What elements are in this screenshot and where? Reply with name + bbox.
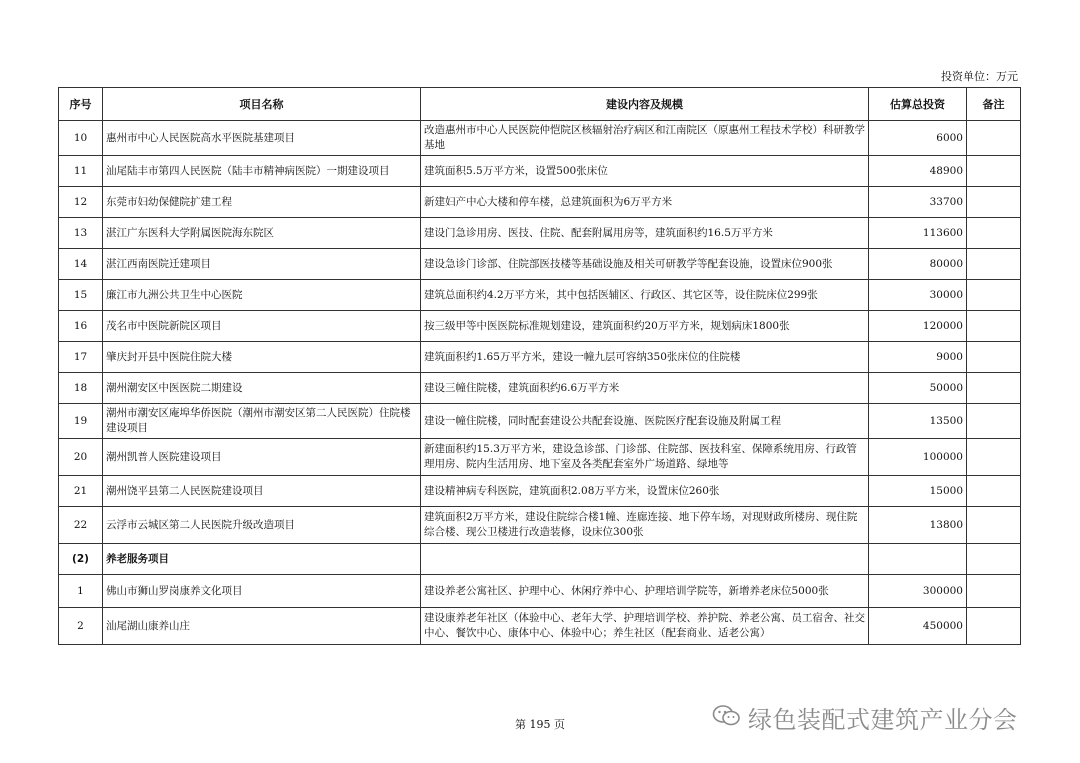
row-investment: 50000 — [869, 373, 967, 404]
row-seq: 13 — [59, 218, 103, 249]
row-remark — [967, 404, 1021, 439]
table-row — [59, 187, 1021, 218]
table-row — [59, 280, 1021, 311]
row-seq: 1 — [59, 575, 103, 608]
row-seq: 19 — [59, 404, 103, 439]
table-header-row — [59, 88, 1021, 121]
wechat-icon — [712, 703, 742, 733]
row-remark — [967, 608, 1021, 645]
table-row — [59, 342, 1021, 373]
row-content: 改造惠州市中心人民医院仲恺院区核辐射治疗病区和江南院区（原惠州工程技术学校）科研教学基地 — [421, 121, 869, 156]
row-seq: 22 — [59, 507, 103, 544]
section-seq: (2) — [59, 544, 103, 575]
row-remark — [967, 439, 1021, 476]
table-row — [59, 575, 1021, 608]
watermark-text: 绿色装配式建筑产业分会 — [748, 706, 1018, 734]
row-name: 茂名市中医院新院区项目 — [103, 311, 421, 342]
table-row — [59, 476, 1021, 507]
row-content: 按三级甲等中医医院标准规划建设，建筑面积约20万平方米，规划病床1800张 — [421, 311, 869, 342]
table-row — [59, 249, 1021, 280]
page-number: 第 195 页 — [515, 718, 565, 731]
section-row — [59, 544, 1021, 575]
row-content: 建设急诊门诊部、住院部医技楼等基础设施及相关可研教学等配套设施，设置床位900张 — [421, 249, 869, 280]
row-seq: 11 — [59, 156, 103, 187]
table-row — [59, 404, 1021, 439]
row-seq: 21 — [59, 476, 103, 507]
row-content: 建设门急诊用房、医技、住院、配套附属用房等，建筑面积约16.5万平方米 — [421, 218, 869, 249]
row-remark — [967, 476, 1021, 507]
row-remark — [967, 311, 1021, 342]
row-name: 湛江西南医院迁建项目 — [103, 249, 421, 280]
table-row — [59, 218, 1021, 249]
row-investment: 100000 — [869, 439, 967, 476]
row-investment: 33700 — [869, 187, 967, 218]
row-name: 潮州潮安区中医医院二期建设 — [103, 373, 421, 404]
header-investment: 估算总投资 — [869, 88, 967, 121]
row-investment: 6000 — [869, 121, 967, 156]
row-investment: 13800 — [869, 507, 967, 544]
row-investment: 48900 — [869, 156, 967, 187]
section-content — [421, 544, 869, 575]
table-row — [59, 507, 1021, 544]
row-name: 汕尾陆丰市第四人民医院（陆丰市精神病医院）一期建设项目 — [103, 156, 421, 187]
row-name: 潮州凯普人医院建设项目 — [103, 439, 421, 476]
investment-unit-note: 投资单位：万元 — [941, 70, 1018, 83]
table-row — [59, 311, 1021, 342]
row-content: 建设精神病专科医院，建筑面积2.08万平方米，设置床位260张 — [421, 476, 869, 507]
row-name: 汕尾湖山康养山庄 — [103, 608, 421, 645]
header-seq: 序号 — [59, 88, 103, 121]
row-remark — [967, 575, 1021, 608]
row-seq: 20 — [59, 439, 103, 476]
row-investment: 80000 — [869, 249, 967, 280]
row-seq: 10 — [59, 121, 103, 156]
header-remark: 备注 — [967, 88, 1021, 121]
table-row — [59, 121, 1021, 156]
table-row — [59, 439, 1021, 476]
row-name: 东莞市妇幼保健院扩建工程 — [103, 187, 421, 218]
row-name: 佛山市狮山罗岗康养文化项目 — [103, 575, 421, 608]
row-investment: 13500 — [869, 404, 967, 439]
row-remark — [967, 373, 1021, 404]
row-content: 新建面积约15.3万平方米，建设急诊部、门诊部、住院部、医技科室、保障系统用房、行政管理用房、院内生活用房、地下室及各类配套室外广场道路、绿地等 — [421, 439, 869, 476]
row-content: 建筑面积约1.65万平方米，建设一幢九层可容纳350张床位的住院楼 — [421, 342, 869, 373]
row-investment: 30000 — [869, 280, 967, 311]
row-name: 潮州饶平县第二人民医院建设项目 — [103, 476, 421, 507]
row-remark — [967, 249, 1021, 280]
row-name: 肇庆封开县中医院住院大楼 — [103, 342, 421, 373]
row-remark — [967, 156, 1021, 187]
row-seq: 12 — [59, 187, 103, 218]
row-investment: 15000 — [869, 476, 967, 507]
row-investment: 120000 — [869, 311, 967, 342]
row-investment: 300000 — [869, 575, 967, 608]
row-remark — [967, 507, 1021, 544]
header-content: 建设内容及规模 — [421, 88, 869, 121]
row-remark — [967, 342, 1021, 373]
table-row — [59, 156, 1021, 187]
row-seq: 16 — [59, 311, 103, 342]
row-content: 建筑面积5.5万平方米，设置500张床位 — [421, 156, 869, 187]
row-content: 新建妇产中心大楼和停车楼，总建筑面积为6万平方米 — [421, 187, 869, 218]
row-content: 建设康养老年社区（体验中心、老年大学、护理培训学校、养护院、养老公寓、员工宿舍、社交中心、餐饮中心、康体中心、体验中心；养生社区（配套商业、适老公寓） — [421, 608, 869, 645]
row-seq: 14 — [59, 249, 103, 280]
row-remark — [967, 121, 1021, 156]
row-seq: 18 — [59, 373, 103, 404]
table-row — [59, 608, 1021, 645]
row-remark — [967, 280, 1021, 311]
row-investment: 113600 — [869, 218, 967, 249]
row-name: 潮州市潮安区庵埠华侨医院（潮州市潮安区第二人民医院）住院楼建设项目 — [103, 404, 421, 439]
row-investment: 450000 — [869, 608, 967, 645]
section-remark — [967, 544, 1021, 575]
row-remark — [967, 218, 1021, 249]
row-seq: 2 — [59, 608, 103, 645]
row-name: 云浮市云城区第二人民医院升级改造项目 — [103, 507, 421, 544]
row-content: 建筑总面积约4.2万平方米，其中包括医辅区、行政区、其它区等，设住院床位299张 — [421, 280, 869, 311]
table-row — [59, 373, 1021, 404]
section-name: 养老服务项目 — [103, 544, 421, 575]
project-table — [58, 87, 1021, 645]
row-content: 建设养老公寓社区、护理中心、休闲疗养中心、护理培训学院等，新增养老床位5000张 — [421, 575, 869, 608]
header-name: 项目名称 — [103, 88, 421, 121]
section-investment — [869, 544, 967, 575]
row-name: 廉江市九洲公共卫生中心医院 — [103, 280, 421, 311]
watermark — [712, 700, 1018, 735]
row-content: 建设一幢住院楼，同时配套建设公共配套设施、医院医疗配套设施及附属工程 — [421, 404, 869, 439]
row-seq: 15 — [59, 280, 103, 311]
row-content: 建设三幢住院楼，建筑面积约6.6万平方米 — [421, 373, 869, 404]
row-investment: 9000 — [869, 342, 967, 373]
row-content: 建筑面积2万平方米，建设住院综合楼1幢、连廊连接、地下停车场，对现财政所楼房、现住院综合楼、现公卫楼进行改造装修，设床位300张 — [421, 507, 869, 544]
row-remark — [967, 187, 1021, 218]
row-name: 惠州市中心人民医院高水平医院基建项目 — [103, 121, 421, 156]
row-name: 湛江广东医科大学附属医院海东院区 — [103, 218, 421, 249]
row-seq: 17 — [59, 342, 103, 373]
